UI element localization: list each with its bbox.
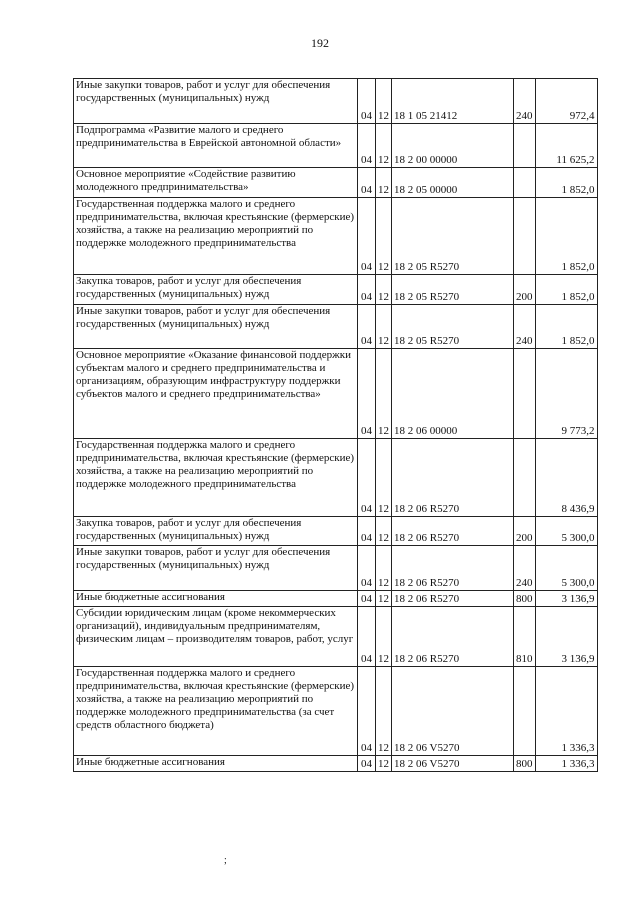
row-target-code: 18 2 05 R5270	[392, 305, 514, 349]
row-subsection: 12	[376, 168, 392, 198]
row-expense-type: 800	[514, 591, 536, 607]
row-section: 04	[358, 305, 376, 349]
row-expense-type: 200	[514, 517, 536, 546]
row-name: Закупка товаров, работ и услуг для обеспечения государственных (муниципальных) нужд	[74, 517, 358, 546]
table-row	[74, 124, 598, 168]
table-row	[74, 349, 598, 439]
row-target-code: 18 2 06 R5270	[392, 607, 514, 667]
row-amount: 11 625,2	[535, 124, 597, 168]
row-subsection: 12	[376, 591, 392, 607]
row-subsection: 12	[376, 756, 392, 772]
row-name: Иные бюджетные ассигнования	[74, 591, 358, 607]
row-subsection: 12	[376, 79, 392, 124]
table-row	[74, 591, 598, 607]
row-target-code: 18 2 06 R5270	[392, 591, 514, 607]
table-row	[74, 667, 598, 756]
row-section: 04	[358, 124, 376, 168]
row-subsection: 12	[376, 124, 392, 168]
row-section: 04	[358, 79, 376, 124]
row-name: Иные бюджетные ассигнования	[74, 756, 358, 772]
row-subsection: 12	[376, 198, 392, 275]
row-target-code: 18 2 00 00000	[392, 124, 514, 168]
row-target-code: 18 2 05 00000	[392, 168, 514, 198]
row-expense-type: 800	[514, 756, 536, 772]
row-amount: 3 136,9	[535, 591, 597, 607]
row-expense-type	[514, 124, 536, 168]
row-name: Государственная поддержка малого и среднего предпринимательства, включая крестьянские (фермерские) хозяйства, а также на реализацию мероприятий по поддержке молодежного предпринимательства (за счет средств областного бюджета)	[74, 667, 358, 756]
table-row	[74, 439, 598, 517]
row-section: 04	[358, 275, 376, 305]
row-name: Иные закупки товаров, работ и услуг для обеспечения государственных (муниципальных) нужд	[74, 305, 358, 349]
row-section: 04	[358, 607, 376, 667]
row-target-code: 18 2 06 V5270	[392, 756, 514, 772]
row-expense-type	[514, 439, 536, 517]
table-row	[74, 198, 598, 275]
row-subsection: 12	[376, 349, 392, 439]
row-amount: 9 773,2	[535, 349, 597, 439]
row-name: Основное мероприятие «Содействие развитию молодежного предпринимательства»	[74, 168, 358, 198]
row-amount: 5 300,0	[535, 546, 597, 591]
row-name: Основное мероприятие «Оказание финансовой поддержки субъектам малого и среднего предпринимательства и организациям, образующим инфраструктуру поддержки субъектов малого и среднего предпринимательства»	[74, 349, 358, 439]
table-row	[74, 546, 598, 591]
row-name: Государственная поддержка малого и среднего предпринимательства, включая крестьянские (фермерские) хозяйства, а также на реализацию мероприятий по поддержке молодежного предпринимательства	[74, 439, 358, 517]
row-section: 04	[358, 168, 376, 198]
page-number: 192	[311, 36, 329, 50]
row-subsection: 12	[376, 275, 392, 305]
row-amount: 3 136,9	[535, 607, 597, 667]
row-amount: 5 300,0	[535, 517, 597, 546]
row-expense-type: 240	[514, 305, 536, 349]
row-amount: 1 852,0	[535, 168, 597, 198]
row-amount: 1 852,0	[535, 198, 597, 275]
row-subsection: 12	[376, 546, 392, 591]
table-row	[74, 517, 598, 546]
row-target-code: 18 2 06 R5270	[392, 517, 514, 546]
row-name: Иные закупки товаров, работ и услуг для обеспечения государственных (муниципальных) нужд	[74, 546, 358, 591]
row-amount: 8 436,9	[535, 439, 597, 517]
row-section: 04	[358, 546, 376, 591]
row-target-code: 18 1 05 21412	[392, 79, 514, 124]
table-row	[74, 168, 598, 198]
table-row	[74, 305, 598, 349]
row-target-code: 18 2 06 R5270	[392, 439, 514, 517]
row-expense-type: 810	[514, 607, 536, 667]
row-expense-type: 240	[514, 546, 536, 591]
row-amount: 972,4	[535, 79, 597, 124]
row-expense-type	[514, 168, 536, 198]
row-amount: 1 336,3	[535, 756, 597, 772]
row-section: 04	[358, 756, 376, 772]
row-expense-type	[514, 667, 536, 756]
row-name: Подпрограмма «Развитие малого и среднего предпринимательства в Еврейской автономной области»	[74, 124, 358, 168]
table-row	[74, 607, 598, 667]
row-amount: 1 852,0	[535, 275, 597, 305]
row-subsection: 12	[376, 667, 392, 756]
table-row	[74, 79, 598, 124]
row-expense-type	[514, 349, 536, 439]
row-section: 04	[358, 517, 376, 546]
row-section: 04	[358, 349, 376, 439]
row-target-code: 18 2 06 00000	[392, 349, 514, 439]
row-target-code: 18 2 06 R5270	[392, 546, 514, 591]
stray-marks: ;	[224, 855, 227, 866]
row-target-code: 18 2 05 R5270	[392, 275, 514, 305]
row-subsection: 12	[376, 439, 392, 517]
budget-table	[73, 78, 598, 772]
row-target-code: 18 2 06 V5270	[392, 667, 514, 756]
row-name: Иные закупки товаров, работ и услуг для обеспечения государственных (муниципальных) нужд	[74, 79, 358, 124]
row-name: Государственная поддержка малого и среднего предпринимательства, включая крестьянские (фермерские) хозяйства, а также на реализацию мероприятий по поддержке молодежного предпринимательства	[74, 198, 358, 275]
row-target-code: 18 2 05 R5270	[392, 198, 514, 275]
row-subsection: 12	[376, 517, 392, 546]
row-section: 04	[358, 198, 376, 275]
row-expense-type	[514, 198, 536, 275]
row-amount: 1 336,3	[535, 667, 597, 756]
row-section: 04	[358, 439, 376, 517]
row-amount: 1 852,0	[535, 305, 597, 349]
row-section: 04	[358, 591, 376, 607]
row-subsection: 12	[376, 305, 392, 349]
table-row	[74, 275, 598, 305]
row-section: 04	[358, 667, 376, 756]
row-expense-type: 240	[514, 79, 536, 124]
row-name: Субсидии юридическим лицам (кроме некоммерческих организаций), индивидуальным предпринимателям, физическим лицам – производителям товаров, работ, услуг	[74, 607, 358, 667]
row-expense-type: 200	[514, 275, 536, 305]
row-subsection: 12	[376, 607, 392, 667]
row-name: Закупка товаров, работ и услуг для обеспечения государственных (муниципальных) нужд	[74, 275, 358, 305]
table-row	[74, 756, 598, 772]
